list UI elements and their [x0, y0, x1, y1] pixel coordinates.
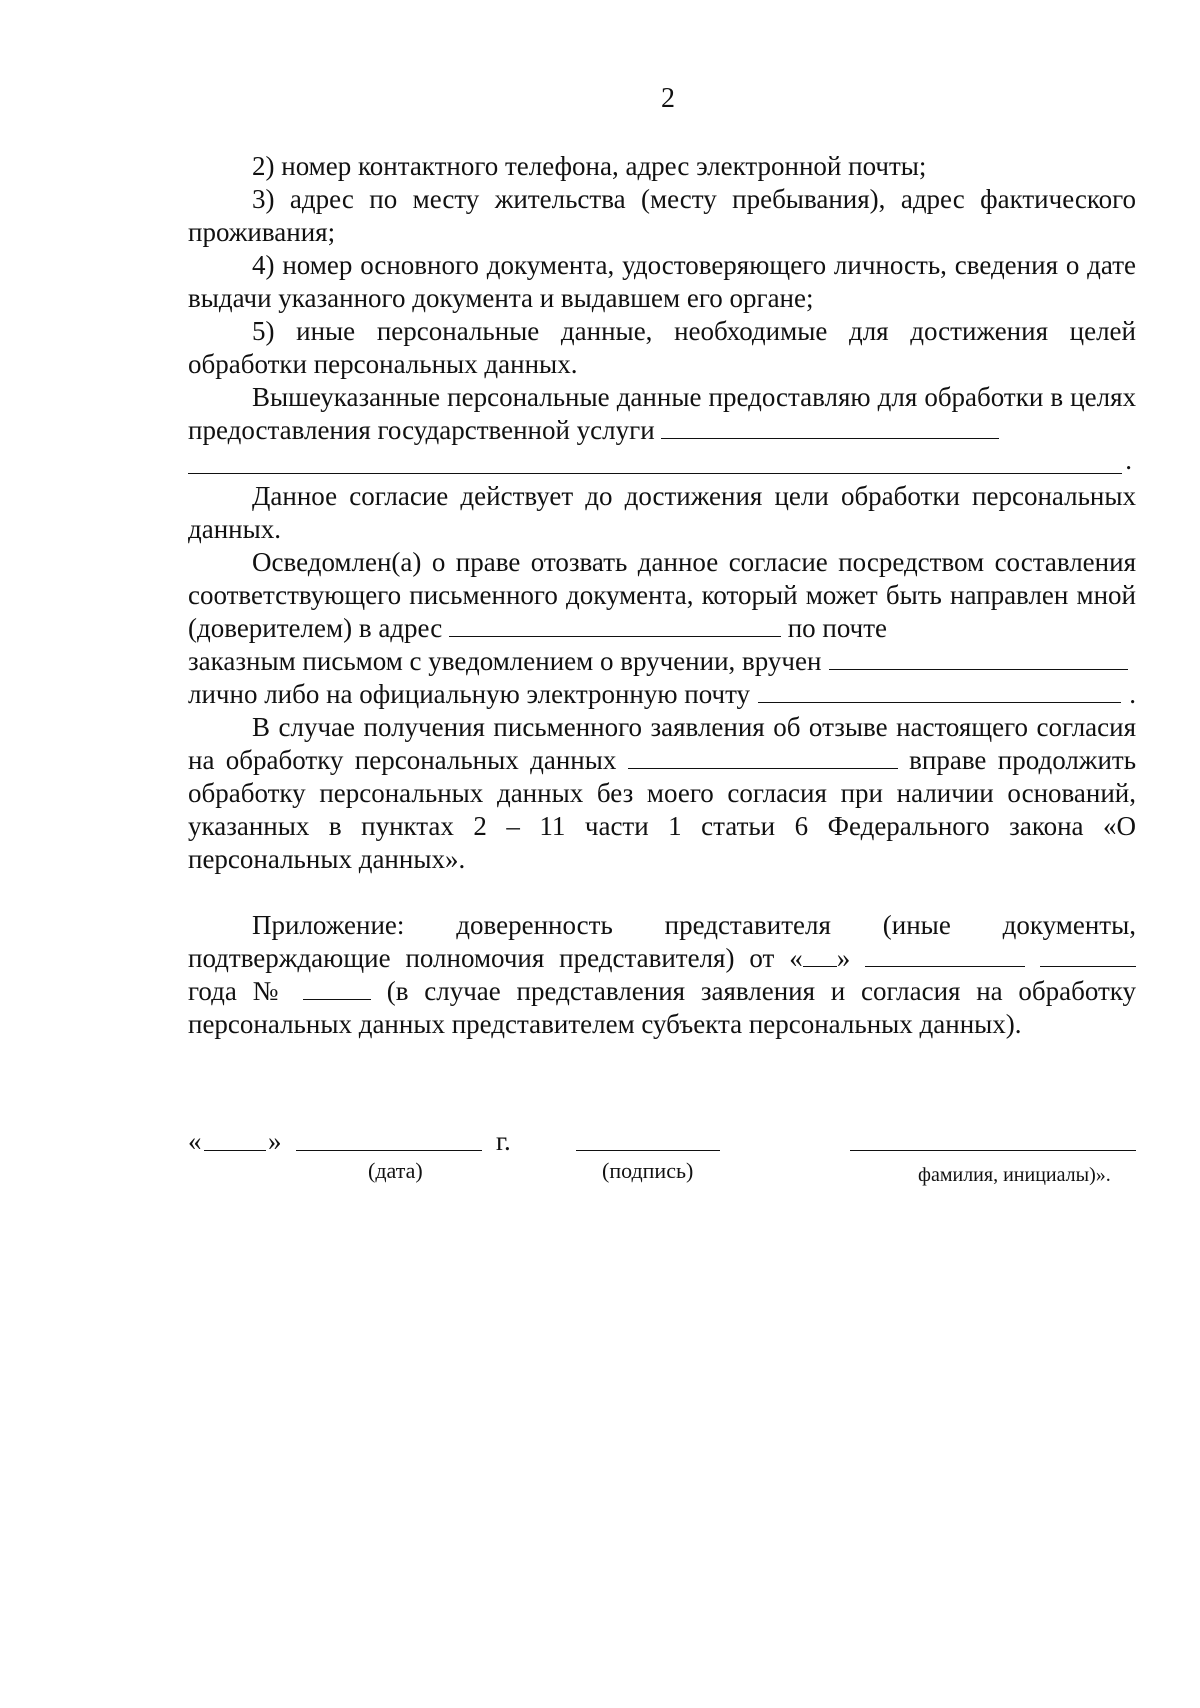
revocation-personally: лично либо на официальную электронную почту — [188, 679, 751, 709]
revocation-registered-line — [188, 645, 1136, 678]
withdrawal-rest: продолжить обработку персональных данных без моего согласия при наличии оснований, указанных в пунктах 2 – 11 части 1 статьи 6 Федерального закона «О персональных данных». — [188, 745, 1137, 874]
date-quote-open: « — [188, 1126, 202, 1156]
document-body — [188, 150, 1136, 1041]
date-day-field[interactable] — [204, 1150, 266, 1151]
appendix-year-word: года № — [188, 976, 288, 1006]
appendix-text: доверенность представителя (иные документы, подтверждающие полномочия представителя) от — [188, 910, 1136, 973]
date-year-suffix: г. — [496, 1126, 511, 1156]
signature-block — [188, 1126, 1136, 1196]
withdrawal-entitled: вправе — [909, 745, 987, 775]
full-name-field[interactable] — [850, 1150, 1136, 1151]
appendix-paragraph — [188, 909, 1136, 1041]
service-name-field-continued[interactable] — [188, 447, 1136, 480]
poa-number-field[interactable] — [303, 975, 371, 1000]
withdrawal-paragraph — [188, 711, 1136, 876]
list-item-3: 3) адрес по месту жительства (месту пребывания), адрес фактического проживания; — [188, 184, 1136, 247]
date-quote-close: » — [268, 1126, 282, 1156]
list-item-2: 2) номер контактного телефона, адрес электронной почты; — [252, 151, 927, 181]
date-month-field[interactable] — [296, 1150, 482, 1151]
revocation-registered: заказным письмом с уведомлением о вручении, вручен — [188, 646, 822, 676]
validity-paragraph: Данное согласие действует до достижения цели обработки персональных данных. — [188, 481, 1136, 544]
poa-month-field[interactable] — [865, 942, 1025, 967]
page-number: 2 — [661, 83, 675, 114]
operator-name-field[interactable] — [628, 744, 898, 769]
purpose-text: Вышеуказанные персональные данные предоставляю для обработки в целях предоставления государственной услуги — [188, 382, 1136, 445]
name-caption: фамилия, инициалы)». — [918, 1164, 1111, 1186]
purpose-paragraph — [188, 381, 1136, 447]
revocation-paragraph — [188, 546, 1136, 645]
revocation-intro: Осведомлен(а) о праве отозвать данное согласие посредством составления соответствующего письменного документа, который может быть направлен мной (доверителем) в адрес — [188, 547, 1136, 643]
poa-day-field[interactable] — [803, 942, 837, 967]
signature-field[interactable] — [576, 1150, 720, 1151]
withdrawal-start: В случае получения письменного заявления об отзыве настоящего согласия на обработку персональных данных — [188, 712, 1136, 775]
appendix-quote-open: « — [789, 943, 803, 973]
appendix-tail: (в случае представления заявления и согласия на обработку персональных данных представителем субъекта персональных данных). — [188, 976, 1137, 1039]
service-name-field[interactable] — [661, 414, 999, 439]
list-item-5: 5) иные персональные данные, необходимые для достижения целей обработки персональных данных. — [188, 316, 1136, 379]
date-caption: (дата) — [368, 1158, 423, 1183]
appendix-label: Приложение: — [252, 910, 405, 940]
official-email-field[interactable] — [758, 680, 1121, 703]
recipient-field[interactable] — [829, 647, 1128, 670]
poa-year-field[interactable] — [1040, 942, 1136, 967]
appendix-quote-close: » — [836, 943, 851, 973]
signature-caption: (подпись) — [602, 1158, 694, 1183]
revocation-by-mail: по почте — [787, 613, 887, 643]
revocation-period: . — [1129, 679, 1136, 709]
purpose-period: . — [1125, 445, 1132, 475]
revocation-email-line — [188, 678, 1136, 711]
revocation-address-field[interactable] — [449, 612, 781, 637]
list-item-4: 4) номер основного документа, удостоверяющего личность, сведения о дате выдачи указанного документа и выдавшем его органе; — [188, 250, 1136, 313]
